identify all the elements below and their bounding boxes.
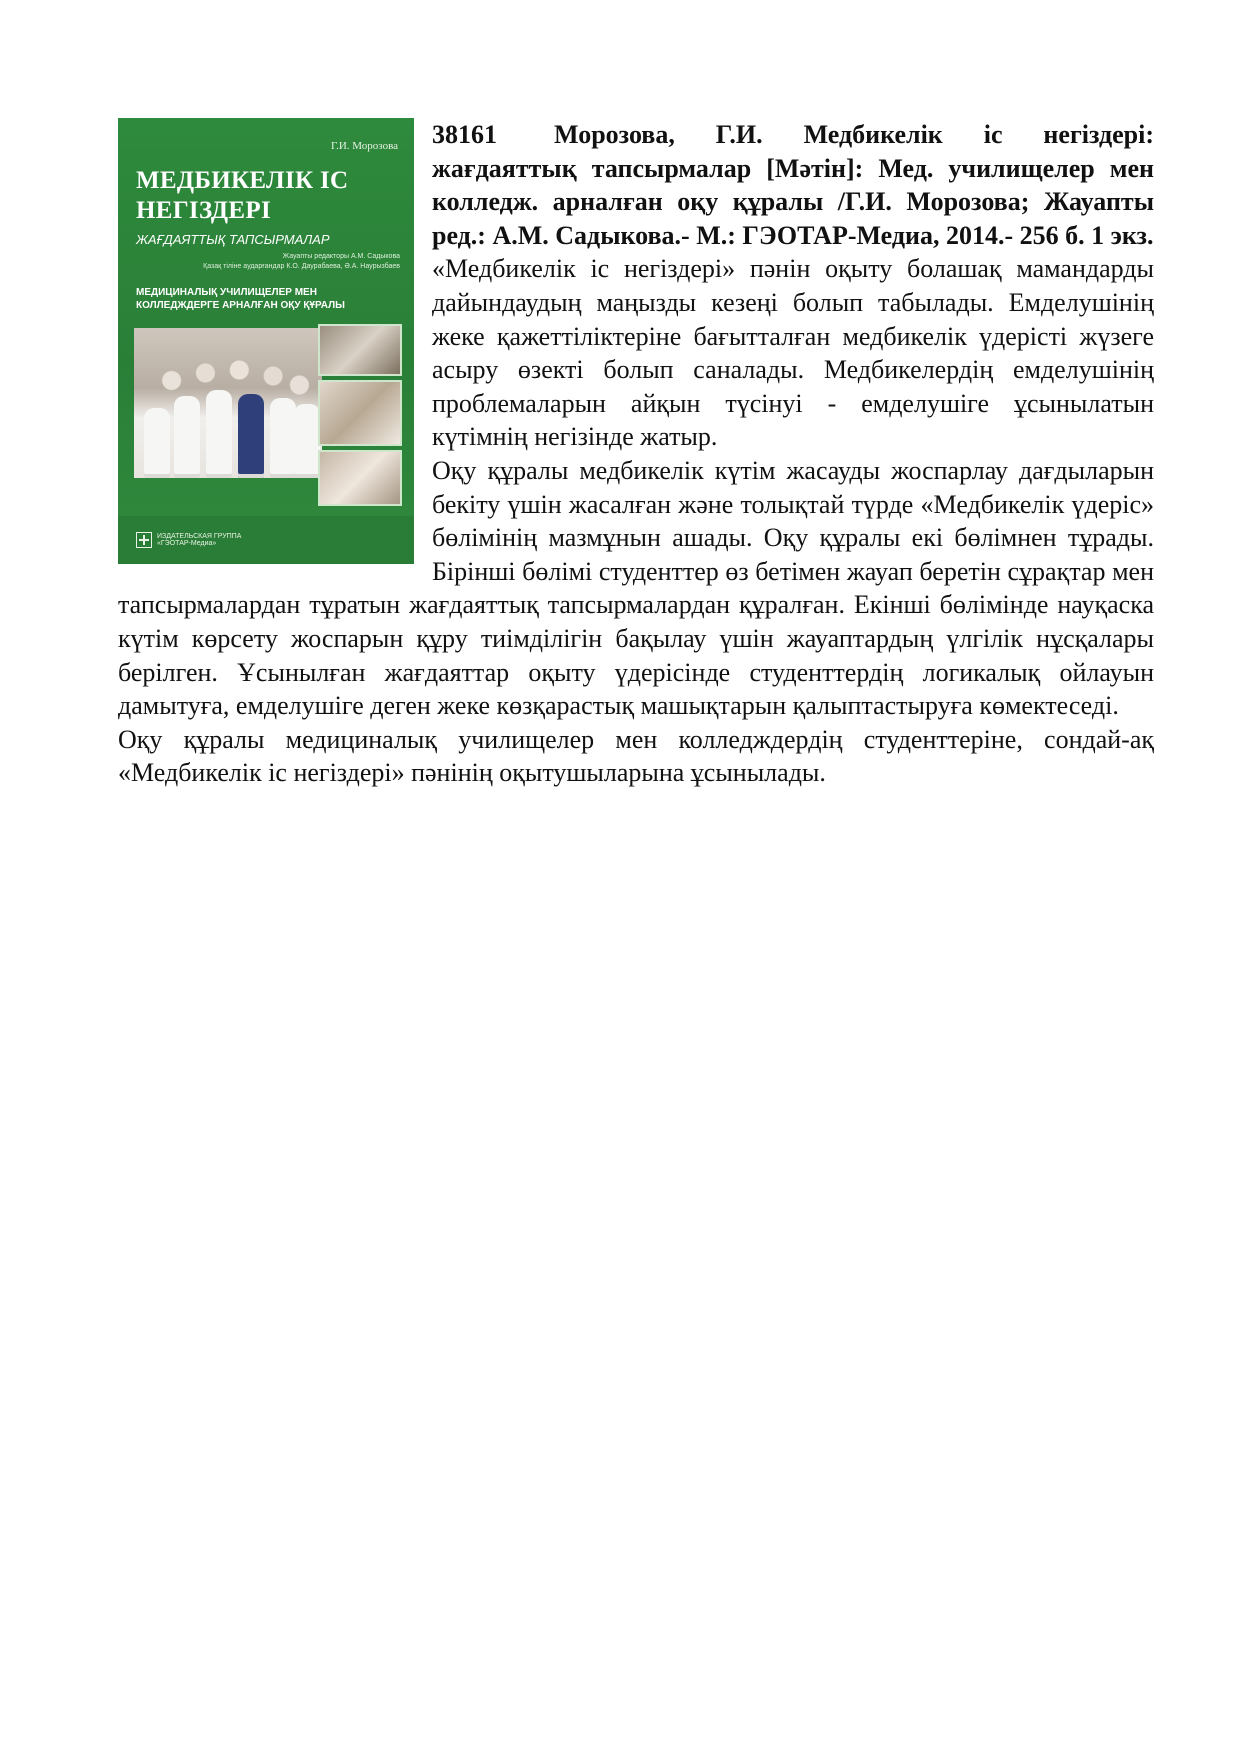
publisher-line2: «ГЭОТАР-Медиа» (157, 540, 217, 547)
cover-title-line2: НЕГІЗДЕРІ (136, 197, 271, 224)
record-citation: Морозова, Г.И. Медбикелік іс негіздері: жағдаяттық тапсырмалар [Мәтін]: Мед. училищелер мен колледж. арналған оқу құралы /Г.И. Морозова; Жауапты ред.: А.М. Садыкова.- М.: ГЭОТАР-Медиа, 2014.- 256 б. 1 экз. (432, 120, 1154, 250)
publisher-name (157, 533, 241, 547)
description-paragraph-1: «Медбикелік іс негіздері» пәнін оқыту болашақ мамандарды дайындаудың маңызды кезеңі болып табылады. Емделушінің жеке қажеттіліктеріне бағытталған медбикелік үдерісті жүзеге асыру өзекті болып саналады. Медбикелердің емделушінің проблемаларын айқын түсінуі - емделушіге ұсынылатын күтімнің негізінде жатыр. (432, 254, 1154, 452)
record-number: 38161 (432, 120, 497, 149)
cover-side-photo (318, 450, 402, 506)
cover-publisher (136, 532, 241, 548)
cover-editors-line2: Қазақ тіліне аударғандар К.О. Даурабаева, Ә.А. Наурызбаев (203, 263, 400, 270)
cover-side-photo (318, 324, 402, 376)
cover-editors-line1: Жауапты редакторы А.М. Садыкова (282, 253, 400, 260)
cover-subtitle: ЖАҒДАЯТТЫҚ ТАПСЫРМАЛАР (136, 232, 330, 247)
photo-figure (206, 390, 232, 478)
document-page (118, 118, 1154, 790)
cover-author: Г.И. Морозова (330, 140, 398, 152)
book-cover-image (118, 118, 414, 564)
cover-editors (136, 252, 400, 272)
cover-side-photo (318, 380, 402, 446)
photo-figure (238, 394, 264, 478)
photo-figure (144, 408, 170, 478)
photo-figure (270, 398, 296, 478)
cover-group-photo (134, 328, 322, 478)
publisher-line1: ИЗДАТЕЛЬСКАЯ ГРУППА (157, 533, 242, 540)
description-paragraph-2: Оқу құралы медбикелік күтім жасауды жоспарлау дағдыларын бекіту үшін жасалған және толықтай түрде «Медбикелік үдеріс» бөлімінің мазмұнын ашады. Оқу құралы екі бөлімнен тұрады. Бірінші бөлімі студенттер өз бетімен жауап беретін сұрақтар мен тапсырмалардан тұратын жағдаяттық тапсырмалардан құралған. Екінші бөлімінде науқаска күтім көрсету жоспарын құру тиімділігін бақылау үшін жауаптардың үлгілік нұсқалары берілген. Ұсынылған жағдаяттар оқыту үдерісінде студенттердің логикалық ойлауын дамытуға, емделушіге деген жеке көзқарастық машықтарын қалыптастыруға көмектеседі. (118, 455, 1154, 721)
cover-audience (136, 286, 345, 312)
publisher-logo-icon (136, 532, 152, 548)
cover-audience-line2: КОЛЛЕДЖДЕРГЕ АРНАЛҒАН ОҚУ ҚҰРАЛЫ (136, 300, 345, 311)
cover-audience-line1: МЕДИЦИНАЛЫҚ УЧИЛИЩЕЛЕР МЕН (136, 287, 317, 298)
description-paragraph-3: Оқу құралы медициналық училищелер мен колледждердің студенттеріне, сондай-ақ «Медбикелік іс негіздері» пәнінің оқытушыларына ұсынылады. (118, 724, 1154, 788)
photo-figure (294, 404, 320, 478)
photo-figure (174, 396, 200, 478)
cover-title-line1: МЕДБИКЕЛІК ІС (136, 167, 349, 194)
cover-title (136, 166, 348, 226)
